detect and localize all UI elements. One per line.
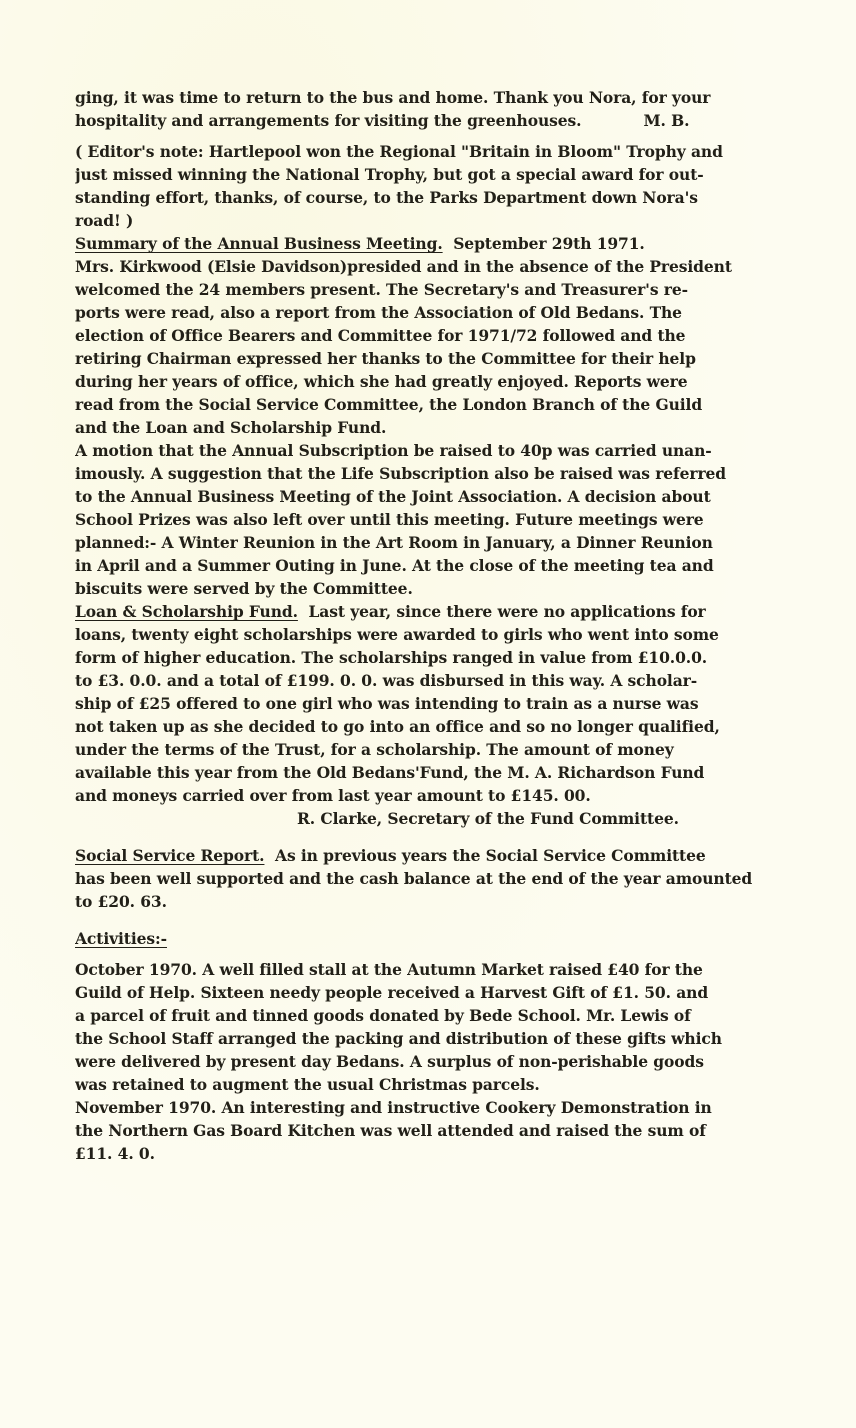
text-line: has been well supported and the cash balance at the end of the year amounted	[75, 869, 753, 888]
text-line: hospitality and arrangements for visiting the greenhouses.	[75, 111, 582, 130]
document-page	[75, 86, 787, 1165]
fund-signature: R. Clarke, Secretary of the Fund Committee.	[297, 809, 679, 828]
loan-heading: Loan & Scholarship Fund.	[75, 602, 298, 621]
editor-note	[75, 140, 787, 232]
text-line: to £3. 0.0. and a total of £199. 0. 0. was disbursed in this way. A scholar-	[75, 671, 698, 690]
summary-date: September 29th 1971.	[453, 234, 645, 253]
text-line: the Northern Gas Board Kitchen was well attended and raised the sum of	[75, 1121, 706, 1140]
text-line: form of higher education. The scholarships ranged in value from £10.0.0.	[75, 648, 708, 667]
text-line: October 1970. A well filled stall at the Autumn Market raised £40 for the	[75, 960, 703, 979]
text-line: and moneys carried over from last year amount to £145. 00.	[75, 786, 591, 805]
text-line: just missed winning the National Trophy, but got a special award for out-	[75, 165, 704, 184]
text-line: standing effort, thanks, of course, to the Parks Department down Nora's	[75, 188, 698, 207]
text-line: not taken up as she decided to go into an office and so no longer qualified,	[75, 717, 720, 736]
text-line: £11. 4. 0.	[75, 1144, 155, 1163]
text-line: was retained to augment the usual Christmas parcels.	[75, 1075, 540, 1094]
activities-section	[75, 927, 787, 1165]
text-line: planned:- A Winter Reunion in the Art Room in January, a Dinner Reunion	[75, 533, 713, 552]
text-line: imously. A suggestion that the Life Subscription also be raised was referred	[75, 464, 727, 483]
text-line: ( Editor's note: Hartlepool won the Regional "Britain in Bloom" Trophy and	[75, 142, 723, 161]
text-line: during her years of office, which she had greatly enjoyed. Reports were	[75, 372, 688, 391]
text-line: election of Office Bearers and Committee for 1971/72 followed and the	[75, 326, 686, 345]
text-line: road! )	[75, 211, 134, 230]
text-line: ging, it was time to return to the bus and home. Thank you Nora, for your	[75, 88, 711, 107]
text-line: ship of £25 offered to one girl who was intending to train as a nurse was	[75, 694, 699, 713]
text-line: the School Staff arranged the packing and distribution of these gifts which	[75, 1029, 722, 1048]
text-line: to the Annual Business Meeting of the Joint Association. A decision about	[75, 487, 711, 506]
social-heading: Social Service Report.	[75, 846, 265, 865]
author-initials: M. B.	[643, 111, 690, 130]
text-line: ports were read, also a report from the Association of Old Bedans. The	[75, 303, 682, 322]
text-line: November 1970. An interesting and instructive Cookery Demonstration in	[75, 1098, 712, 1117]
text-line: and the Loan and Scholarship Fund.	[75, 418, 387, 437]
text-line: Last year, since there were no applications for	[308, 602, 706, 621]
loan-section	[75, 600, 787, 830]
activities-heading: Activities:-	[75, 929, 167, 948]
text-line: A motion that the Annual Subscription be raised to 40p was carried unan-	[75, 441, 712, 460]
text-line: Mrs. Kirkwood (Elsie Davidson)presided and in the absence of the President	[75, 257, 732, 276]
social-section	[75, 844, 787, 913]
summary-heading: Summary of the Annual Business Meeting.	[75, 234, 443, 253]
text-line: biscuits were served by the Committee.	[75, 579, 413, 598]
text-line: Guild of Help. Sixteen needy people received a Harvest Gift of £1. 50. and	[75, 983, 709, 1002]
summary-section	[75, 232, 787, 600]
text-line: available this year from the Old Bedans'Fund, the M. A. Richardson Fund	[75, 763, 705, 782]
text-line: welcomed the 24 members present. The Secretary's and Treasurer's re-	[75, 280, 688, 299]
text-line: retiring Chairman expressed her thanks to the Committee for their help	[75, 349, 696, 368]
text-line: were delivered by present day Bedans. A surplus of non-perishable goods	[75, 1052, 704, 1071]
text-line: School Prizes was also left over until this meeting. Future meetings were	[75, 510, 704, 529]
text-line: in April and a Summer Outing in June. At the close of the meeting tea and	[75, 556, 714, 575]
text-line: loans, twenty eight scholarships were awarded to girls who went into some	[75, 625, 719, 644]
text-line: a parcel of fruit and tinned goods donated by Bede School. Mr. Lewis of	[75, 1006, 691, 1025]
text-line: As in previous years the Social Service Committee	[275, 846, 706, 865]
text-line: read from the Social Service Committee, the London Branch of the Guild	[75, 395, 703, 414]
text-line: under the terms of the Trust, for a scholarship. The amount of money	[75, 740, 674, 759]
closing-paragraph	[75, 86, 787, 132]
text-line: to £20. 63.	[75, 892, 167, 911]
